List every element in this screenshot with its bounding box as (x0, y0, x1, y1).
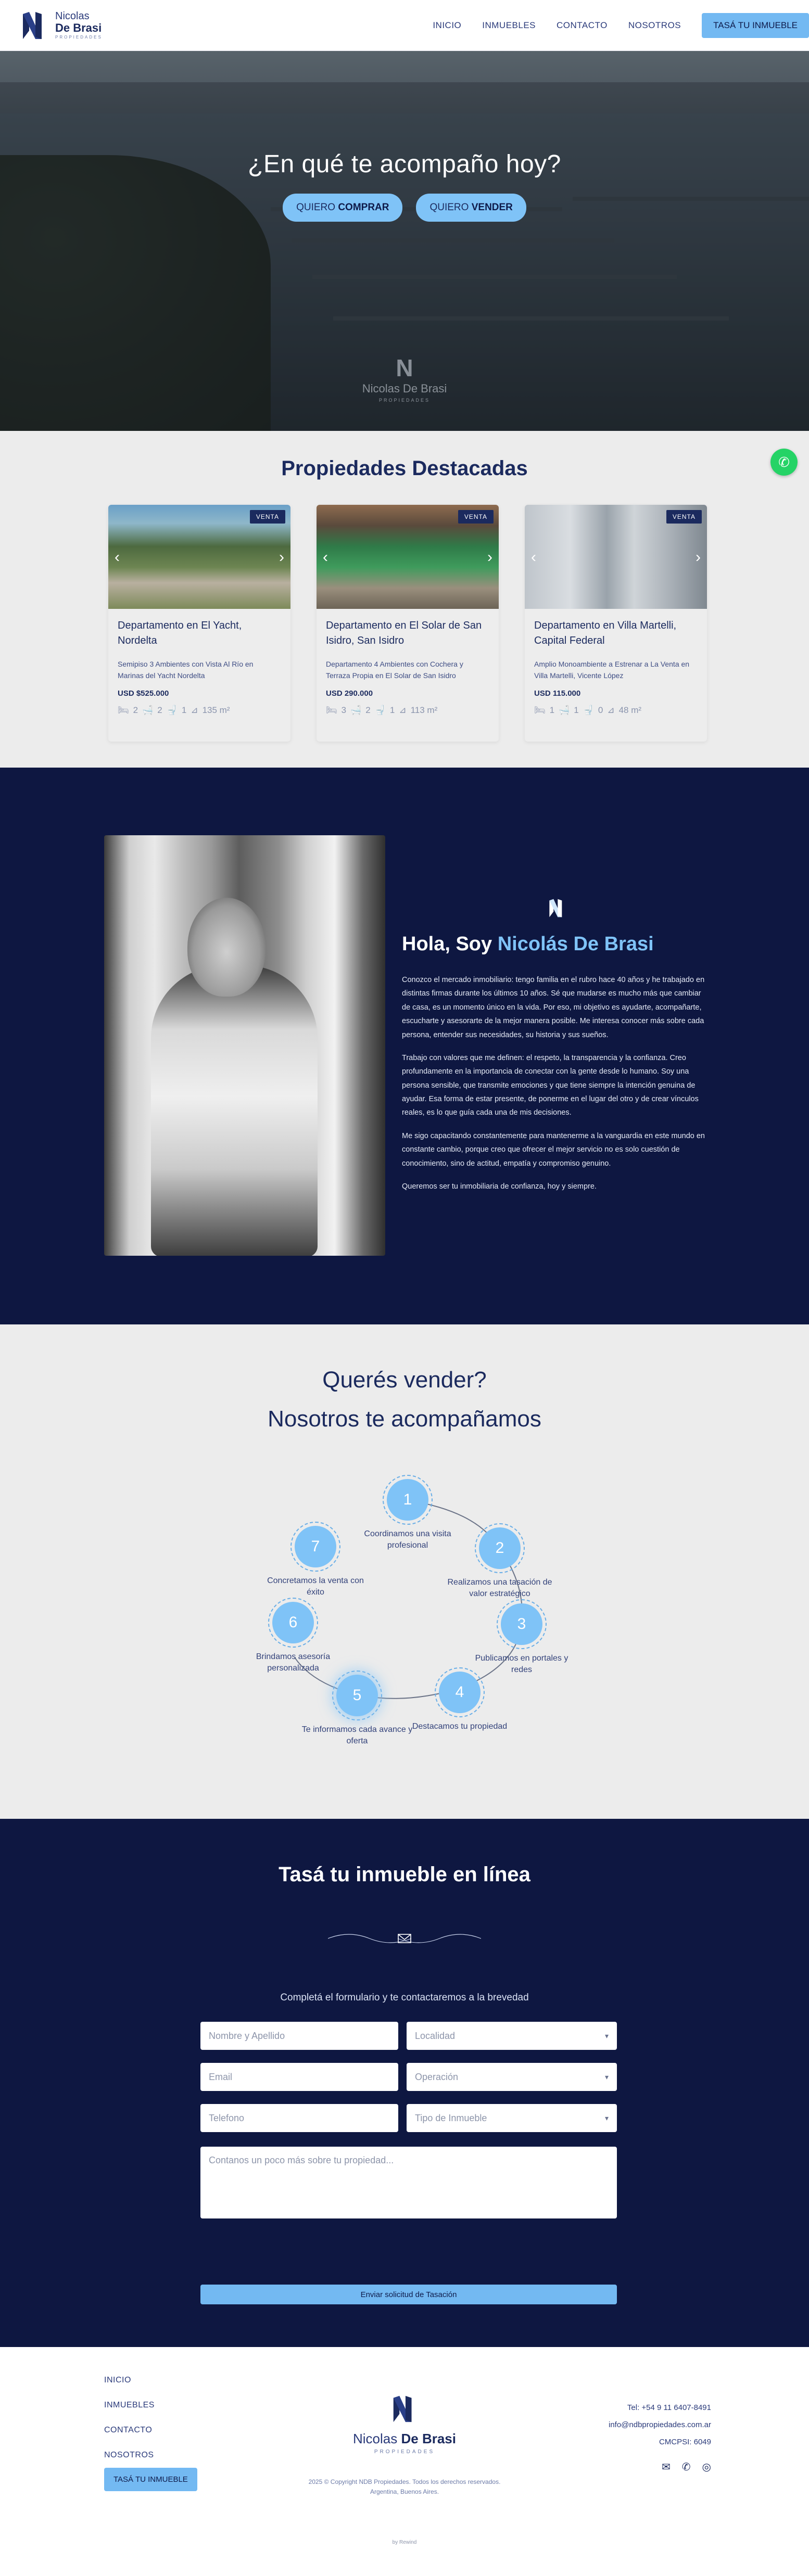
about-title (402, 933, 654, 955)
footer-contact (609, 2399, 711, 2451)
hero-title: ¿En qué te acompaño hoy? (248, 150, 561, 178)
step-label: Realizamos una tasación de valor estratégico (447, 1578, 552, 1598)
area-value: 113 m² (410, 705, 438, 715)
photo-head (187, 898, 266, 997)
step-label: Coordinamos una visita profesional (364, 1529, 451, 1550)
property-desc: Departamento 4 Ambientes con Cochera y Terraza Propia en El Solar de San Isidro (326, 660, 463, 680)
area-value: 48 m² (618, 705, 642, 715)
step-6 (264, 1594, 322, 1651)
brand-logo[interactable] (21, 10, 103, 41)
step-label: Te informamos cada avance y oferta (301, 1725, 413, 1745)
sell-title-line2: Nosotros te acompañamos (268, 1406, 541, 1432)
area-icon: ⊿ (191, 705, 198, 715)
footer-license: CMCPSI: 6049 (659, 2438, 711, 2446)
step-label: Publicamos en portales y redes (475, 1654, 568, 1674)
footer-logo-sub: PROPIEDADES (374, 2449, 435, 2455)
appraisal-form-section (0, 1819, 809, 2347)
copyright-line1: 2025 © Copyright NDB Propiedades. Todos los derechos reservados. (308, 2478, 501, 2485)
toilet-icon: 🚽 (166, 705, 178, 715)
footer-cta-button[interactable]: TASÁ TU INMUEBLE (104, 2468, 197, 2491)
step-4 (431, 1664, 488, 1721)
baths-count: 1 (574, 705, 579, 715)
about-paragraph: Queremos ser tu inmobiliaria de confianza, hoy y siempre. (402, 1182, 597, 1191)
sale-badge: VENTA (458, 510, 494, 524)
property-price: USD 290.000 (326, 689, 373, 698)
property-title[interactable]: Departamento en El Yacht, Nordelta (118, 620, 242, 646)
toilets-count: 1 (181, 705, 187, 715)
step-5 (328, 1667, 386, 1724)
footer-credit: by Rewind (392, 2540, 417, 2545)
about-title-name2: De Brasi (573, 933, 654, 955)
sale-badge: VENTA (250, 510, 285, 524)
property-image (525, 505, 707, 609)
logo-mark-icon (547, 898, 567, 919)
step-number: 4 (439, 1672, 481, 1713)
watermark-mark: N (396, 354, 413, 381)
locality-select[interactable]: Localidad ▾ (407, 2022, 617, 2050)
baths-count: 2 (157, 705, 162, 715)
envelope-icon (328, 1928, 481, 1949)
about-title-prefix: Hola, Soy (402, 933, 492, 955)
watermark-sub: PROPIEDADES (378, 398, 431, 403)
beds-count: 1 (549, 705, 555, 715)
top-nav (0, 0, 809, 51)
footer-link-inicio[interactable]: INICIO (104, 2376, 131, 2384)
buy-button-strong: COMPRAR (338, 202, 389, 213)
nav-cta-button[interactable]: TASÁ TU INMUEBLE (702, 13, 809, 38)
about-paragraph: Trabajo con valores que me definen: el respeto, la transparencia y la confianza. Creo profundamente en la importancia de conectar con la gente desde lo humano. Soy una persona sensible, que transmite emociones y que tiene siempre la intención genuina de ayudar. Esa forma de estar presente, de ponerme en el lugar del otro y de crear vínculos reales, es lo que guía cada una de mis decisiones. (402, 1053, 699, 1117)
sale-badge: VENTA (666, 510, 702, 524)
submit-button[interactable]: Enviar solicitud de Tasación (200, 2285, 617, 2304)
footer-link-inmuebles[interactable]: INMUEBLES (104, 2401, 155, 2409)
featured-section (0, 431, 809, 768)
step-number: 3 (501, 1603, 542, 1645)
about-title-name1: Nicolás (497, 933, 568, 955)
step-number: 1 (387, 1479, 428, 1521)
form-subtitle: Completá el formulario y te contactaremos a la brevedad (280, 1992, 529, 2003)
about-text (402, 973, 710, 1203)
logo-mark-icon (391, 2394, 418, 2424)
nav-link-inmuebles[interactable]: INMUEBLES (482, 20, 536, 30)
photo-person (151, 965, 318, 1256)
step-label: Concretamos la venta con éxito (267, 1576, 364, 1597)
step-number: 6 (272, 1602, 314, 1643)
chevron-left-icon[interactable]: ‹ (531, 549, 536, 566)
nav-link-nosotros[interactable]: NOSOTROS (628, 20, 681, 30)
step-7 (287, 1518, 344, 1575)
footer-logo-text2: De Brasi (401, 2431, 456, 2446)
message-textarea[interactable]: Contanos un poco más sobre tu propiedad... (200, 2147, 617, 2218)
footer (0, 2347, 809, 2576)
baths-count: 2 (365, 705, 371, 715)
email-input[interactable]: Email (200, 2063, 398, 2091)
operation-select[interactable]: Operación ▾ (407, 2063, 617, 2091)
hero-section (0, 51, 809, 431)
area-value: 135 m² (202, 705, 230, 715)
footer-link-contacto[interactable]: CONTACTO (104, 2426, 153, 2434)
chevron-right-icon[interactable]: › (279, 549, 284, 566)
property-desc: Semipiso 3 Ambientes con Vista Al Río en Marinas del Yacht Nordelta (118, 660, 254, 680)
buy-button-prefix: QUIERO (296, 202, 336, 213)
bed-icon: 🛏 (534, 705, 546, 715)
bed-icon: 🛏 (326, 705, 337, 715)
buy-button[interactable] (283, 194, 402, 222)
property-card[interactable] (317, 505, 499, 742)
footer-link-nosotros[interactable]: NOSOTROS (104, 2451, 154, 2459)
nav-link-contacto[interactable]: CONTACTO (557, 20, 608, 30)
copyright (0, 2477, 809, 2497)
watermark-text: Nicolas De Brasi (362, 382, 447, 395)
footer-email[interactable]: info@ndbpropiedades.com.ar (608, 2420, 711, 2429)
name-input[interactable]: Nombre y Apellido (200, 2022, 398, 2050)
about-section (0, 768, 809, 1324)
step-label: Brindamos asesoría personalizada (256, 1652, 331, 1673)
beds-count: 2 (133, 705, 138, 715)
hero-watermark (0, 354, 809, 403)
step-number: 7 (295, 1526, 336, 1567)
toilets-count: 0 (598, 705, 603, 715)
property-features (118, 705, 281, 716)
hero-buttons (0, 194, 809, 222)
step-3 (493, 1596, 550, 1653)
phone-input[interactable]: Telefono (200, 2104, 398, 2132)
about-paragraph: Conozco el mercado inmobiliario: tengo familia en el rubro hace 40 años y he trabajado en distintas firmas durante los últimos 10 años. Sé que mudarse es mucho más que cambiar de casa, es un momento único en la vida. Por eso, mi objetivo es ayudarte, acompañarte, escucharte y asesorarte de la mejor manera posible. Me interesa conocer más sobre cada persona, entender sus necesidades, su historia y sus sueños. (402, 976, 705, 1039)
sell-title-line1: Querés vender? (322, 1367, 487, 1393)
toilet-icon: 🚽 (374, 705, 386, 715)
sell-button-prefix: QUIERO (429, 202, 469, 213)
property-image (108, 505, 290, 609)
chevron-left-icon[interactable]: ‹ (115, 549, 120, 566)
property-card[interactable] (525, 505, 707, 742)
property-desc: Amplio Monoambiente a Estrenar a La Venta en Villa Martelli, Vicente López (534, 660, 690, 680)
chevron-right-icon[interactable]: › (487, 549, 492, 566)
bath-icon: 🛁 (142, 705, 154, 715)
property-price: USD $525.000 (118, 689, 169, 698)
logo-line1: Nicolas (55, 10, 90, 22)
phone-icon[interactable]: ✆ (681, 2462, 691, 2473)
logo-mark-icon (21, 10, 48, 41)
toilets-count: 1 (389, 705, 395, 715)
sell-section (0, 1324, 809, 1819)
beds-count: 3 (341, 705, 347, 715)
featured-title: Propiedades Destacadas (281, 457, 528, 480)
property-card[interactable] (108, 505, 290, 742)
property-price: USD 115.000 (534, 689, 581, 698)
chevron-left-icon[interactable]: ‹ (323, 549, 328, 566)
bath-icon: 🛁 (559, 705, 570, 715)
footer-logo-text1: Nicolas (353, 2431, 398, 2446)
nav-link-inicio[interactable]: INICIO (433, 20, 462, 30)
property-title[interactable]: Departamento en Villa Martelli, Capital Federal (534, 620, 677, 646)
logo-sub: PROPIEDADES (55, 34, 103, 40)
step-number: 2 (479, 1527, 521, 1569)
property-image (317, 505, 499, 609)
bed-icon: 🛏 (118, 705, 129, 715)
property-cards (108, 505, 707, 742)
form-title: Tasá tu inmueble en línea (279, 1863, 530, 1886)
toilet-icon: 🚽 (583, 705, 594, 715)
step-1 (379, 1471, 436, 1528)
chevron-right-icon[interactable]: › (696, 549, 701, 566)
instagram-icon[interactable]: ◎ (702, 2462, 711, 2473)
step-2 (471, 1520, 528, 1577)
area-icon: ⊿ (399, 705, 407, 715)
property-title[interactable]: Departamento en El Solar de San Isidro, San Isidro (326, 620, 482, 646)
property-features (534, 705, 698, 716)
copyright-line2: Argentina, Buenos Aires. (370, 2488, 439, 2496)
footer-phone[interactable]: Tel: +54 9 11 6407-8491 (627, 2403, 711, 2412)
bath-icon: 🛁 (350, 705, 362, 715)
property-features (326, 705, 489, 716)
property-type-select[interactable]: Tipo de Inmueble ▾ (407, 2104, 617, 2132)
nav-links (433, 13, 809, 38)
step-label: Destacamos tu propiedad (412, 1722, 508, 1731)
whatsapp-icon[interactable]: ✆ (770, 449, 798, 476)
about-paragraph: Me sigo capacitando constantemente para mantenerme a la vanguardia en este mundo en constante cambio, porque creo que ofrecer el mejor servicio no es solo cuestión de conocimiento, sino de actitud, empatía y compromiso genuino. (402, 1131, 705, 1168)
agent-photo (104, 835, 385, 1256)
step-number: 5 (336, 1675, 378, 1716)
sell-button-strong: VENDER (471, 202, 513, 213)
sell-button[interactable] (416, 194, 526, 222)
area-icon: ⊿ (607, 705, 615, 715)
logo-line2: De Brasi (55, 21, 102, 34)
footer-social (662, 2460, 711, 2473)
mail-icon[interactable]: ✉ (662, 2462, 671, 2473)
